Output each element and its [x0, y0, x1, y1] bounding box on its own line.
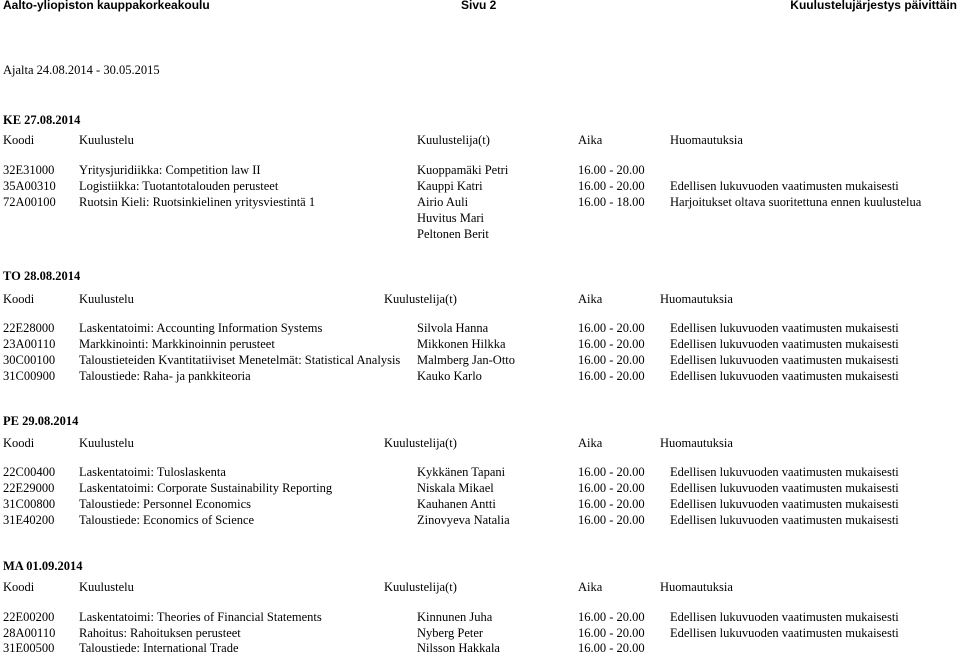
cell-exam: Rahoitus: Rahoituksen perusteet — [79, 626, 241, 640]
cell-exam: Laskentatoimi: Tuloslaskenta — [79, 465, 226, 479]
cell-time: 16.00 - 20.00 — [578, 610, 645, 624]
cell-code: 22C00400 — [3, 465, 56, 479]
cell-code: 31E40200 — [3, 513, 55, 527]
col-header-notes: Huomautuksia — [660, 580, 733, 594]
cell-time: 16.00 - 20.00 — [578, 497, 645, 511]
col-header-notes: Huomautuksia — [670, 133, 743, 147]
cell-examiner: Kinnunen Juha — [417, 610, 493, 624]
cell-exam: Taloustiede: Raha- ja pankkiteoria — [79, 369, 251, 383]
col-header-exam: Kuulustelu — [79, 133, 134, 147]
cell-examiner: Airio Auli — [417, 195, 469, 209]
col-header-time: Aika — [578, 436, 603, 450]
cell-notes: Edellisen lukuvuoden vaatimusten mukaisesti — [670, 179, 899, 193]
cell-examiner: Kauko Karlo — [417, 369, 482, 383]
period-range: Ajalta 24.08.2014 - 30.05.2015 — [3, 63, 160, 77]
col-header-examiner: Kuulustelija(t) — [384, 436, 457, 450]
cell-exam: Taloustiede: International Trade — [79, 641, 239, 655]
cell-notes: Edellisen lukuvuoden vaatimusten mukaisesti — [670, 465, 899, 479]
cell-notes: Edellisen lukuvuoden vaatimusten mukaisesti — [670, 610, 899, 624]
cell-time: 16.00 - 20.00 — [578, 641, 645, 655]
cell-time: 16.00 - 20.00 — [578, 465, 645, 479]
cell-examiner: Nilsson Hakkala — [417, 641, 500, 655]
cell-time: 16.00 - 20.00 — [578, 321, 645, 335]
cell-exam: Logistiikka: Tuotantotalouden perusteet — [79, 179, 279, 193]
cell-exam: Laskentatoimi: Theories of Financial Statements — [79, 610, 322, 624]
col-header-time: Aika — [578, 580, 603, 594]
col-header-examiner: Kuulustelija(t) — [417, 133, 490, 147]
col-header-time: Aika — [578, 292, 603, 306]
cell-notes: Edellisen lukuvuoden vaatimusten mukaisesti — [670, 353, 899, 367]
cell-examiner: Niskala Mikael — [417, 481, 494, 495]
cell-exam: Taloustiede: Economics of Science — [79, 513, 255, 527]
cell-time: 16.00 - 18.00 — [578, 195, 645, 209]
cell-examiner: Peltonen Berit — [417, 227, 489, 241]
cell-time: 16.00 - 20.00 — [578, 513, 645, 527]
col-header-exam: Kuulustelu — [79, 292, 134, 306]
cell-time: 16.00 - 20.00 — [578, 163, 645, 177]
cell-examiner: Zinovyeva Natalia — [417, 513, 510, 527]
cell-time: 16.00 - 20.00 — [578, 481, 645, 495]
cell-exam: Laskentatoimi: Corporate Sustainability Reporting — [79, 481, 333, 495]
cell-code: 28A00110 — [3, 626, 56, 640]
cell-examiner: Silvola Hanna — [417, 321, 489, 335]
cell-exam: Markkinointi: Markkinoinnin perusteet — [79, 337, 275, 351]
cell-code: 22E00200 — [3, 610, 55, 624]
cell-examiner: Huvitus Mari — [417, 211, 485, 225]
cell-examiner: Kuoppamäki Petri — [417, 163, 509, 177]
cell-code: 30C00100 — [3, 353, 56, 367]
col-header-examiner: Kuulustelija(t) — [384, 292, 457, 306]
cell-code: 31C00800 — [3, 497, 56, 511]
cell-examiner: Malmberg Jan-Otto — [417, 353, 516, 367]
cell-code: 22E28000 — [3, 321, 55, 335]
cell-time: 16.00 - 20.00 — [578, 337, 645, 351]
cell-code: 32E31000 — [3, 163, 55, 177]
cell-time: 16.00 - 20.00 — [578, 353, 645, 367]
day-title: TO 28.08.2014 — [3, 269, 81, 283]
cell-code: 35A00310 — [3, 179, 56, 193]
cell-exam: Yritysjuridiikka: Competition law II — [79, 163, 261, 177]
cell-notes: Edellisen lukuvuoden vaatimusten mukaisesti — [670, 626, 899, 640]
cell-exam: Taloustieteiden Kvantitatiiviset Menetelmät: Statistical Analysis — [79, 353, 401, 367]
cell-code: 31C00900 — [3, 369, 56, 383]
col-header-exam: Kuulustelu — [79, 580, 134, 594]
cell-exam: Laskentatoimi: Accounting Information Systems — [79, 321, 323, 335]
cell-examiner: Kauhanen Antti — [417, 497, 496, 511]
cell-time: 16.00 - 20.00 — [578, 179, 645, 193]
cell-time: 16.00 - 20.00 — [578, 369, 645, 383]
cell-code: 31E00500 — [3, 641, 55, 655]
institution-name: Aalto-yliopiston kauppakorkeakoulu — [3, 0, 210, 12]
cell-notes: Edellisen lukuvuoden vaatimusten mukaisesti — [670, 513, 899, 527]
day-title: PE 29.08.2014 — [3, 414, 79, 428]
col-header-code: Koodi — [3, 580, 35, 594]
cell-code: 72A00100 — [3, 195, 56, 209]
cell-notes: Edellisen lukuvuoden vaatimusten mukaisesti — [670, 369, 899, 383]
cell-notes: Harjoitukset oltava suoritettuna ennen kuulustelua — [670, 195, 922, 209]
cell-code: 22E29000 — [3, 481, 55, 495]
cell-notes: Edellisen lukuvuoden vaatimusten mukaisesti — [670, 337, 899, 351]
cell-code: 23A00110 — [3, 337, 56, 351]
report-title: Kuulustelujärjestys päivittäin — [790, 0, 957, 12]
cell-examiner: Mikkonen Hilkka — [417, 337, 506, 351]
cell-exam: Ruotsin Kieli: Ruotsinkielinen yritysviestintä 1 — [79, 195, 316, 209]
cell-notes: Edellisen lukuvuoden vaatimusten mukaisesti — [670, 497, 899, 511]
col-header-exam: Kuulustelu — [79, 436, 134, 450]
col-header-notes: Huomautuksia — [660, 292, 733, 306]
cell-notes: Edellisen lukuvuoden vaatimusten mukaisesti — [670, 321, 899, 335]
col-header-code: Koodi — [3, 292, 35, 306]
cell-examiner: Kykkänen Tapani — [417, 465, 506, 479]
cell-exam: Taloustiede: Personnel Economics — [79, 497, 252, 511]
col-header-code: Koodi — [3, 133, 35, 147]
cell-time: 16.00 - 20.00 — [578, 626, 645, 640]
col-header-notes: Huomautuksia — [660, 436, 733, 450]
cell-examiner: Nyberg Peter — [417, 626, 484, 640]
cell-notes: Edellisen lukuvuoden vaatimusten mukaisesti — [670, 481, 899, 495]
cell-examiner: Kauppi Katri — [417, 179, 483, 193]
day-title: KE 27.08.2014 — [3, 113, 81, 127]
col-header-examiner: Kuulustelija(t) — [384, 580, 457, 594]
col-header-code: Koodi — [3, 436, 35, 450]
page-number: Sivu 2 — [461, 0, 497, 12]
col-header-time: Aika — [578, 133, 603, 147]
day-title: MA 01.09.2014 — [3, 559, 83, 573]
